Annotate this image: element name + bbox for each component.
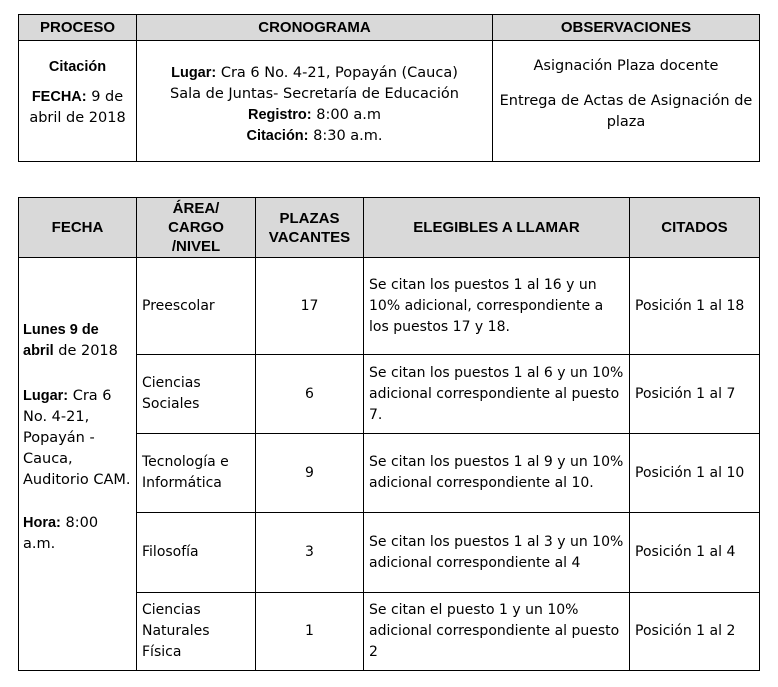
plazas-cell: 1 <box>256 593 364 671</box>
plazas-cell: 9 <box>256 434 364 513</box>
hora-label: Hora: <box>23 515 61 531</box>
area-cell: Preescolar <box>137 258 256 355</box>
citacion-table <box>18 197 760 671</box>
elegibles-cell: Se citan los puestos 1 al 6 y un 10% adicional correspondiente al puesto 7. <box>364 355 630 434</box>
area-cell: Ciencias Sociales <box>137 355 256 434</box>
registro-label: Registro: <box>247 107 312 123</box>
header-plazas-label: PLAZAS VACANTES <box>268 209 351 246</box>
cronograma-cell <box>137 41 493 162</box>
registro-value: 8:00 a.m <box>311 107 382 123</box>
dia-rest: de 2018 <box>53 343 118 359</box>
table-row <box>19 258 760 355</box>
plazas-cell: 3 <box>256 513 364 593</box>
lugar2-label: Lugar: <box>23 388 69 404</box>
area-cell: Ciencias Naturales Física <box>137 593 256 671</box>
observacion-2: Entrega de Actas de Asignación de plaza <box>499 93 753 130</box>
lugar-value: Cra 6 No. 4-21, Popayán (Cauca) <box>216 65 458 81</box>
header-area <box>137 198 256 258</box>
hora-value: 8:00 a.m. <box>23 515 99 552</box>
lugar2-value: Cra 6 No. 4-21, Popayán - Cauca, Auditorio CAM. <box>23 388 131 488</box>
citacion-label: Citación: <box>246 128 309 144</box>
fecha-label: FECHA: <box>31 89 87 105</box>
header-area-label: ÁREA/ CARGO /NIVEL <box>168 200 224 255</box>
observaciones-cell <box>493 41 760 162</box>
plazas-cell: 17 <box>256 258 364 355</box>
dia-label: Lunes 9 de abril <box>23 322 99 359</box>
fecha-cell <box>19 258 137 671</box>
header-proceso: PROCESO <box>19 15 137 41</box>
cronograma-table <box>18 14 760 162</box>
header-cronograma: CRONOGRAMA <box>137 15 493 41</box>
header-citados: CITADOS <box>630 198 760 258</box>
proceso-cell <box>19 41 137 162</box>
header-elegibles: ELEGIBLES A LLAMAR <box>364 198 630 258</box>
area-cell: Tecnología e Informática <box>137 434 256 513</box>
proceso-title: Citación <box>48 59 107 75</box>
citacion-value: 8:30 a.m. <box>308 128 383 144</box>
header-fecha: FECHA <box>19 198 137 258</box>
citados-cell: Posición 1 al 4 <box>630 513 760 593</box>
header-plazas <box>256 198 364 258</box>
area-cell: Filosofía <box>137 513 256 593</box>
citados-cell: Posición 1 al 18 <box>630 258 760 355</box>
fecha-value: 9 de abril de 2018 <box>29 89 126 126</box>
elegibles-cell: Se citan los puestos 1 al 9 y un 10% adicional correspondiente al 10. <box>364 434 630 513</box>
elegibles-cell: Se citan los puestos 1 al 16 y un 10% adicional, correspondiente a los puestos 17 y 18. <box>364 258 630 355</box>
lugar-label: Lugar: <box>171 65 217 81</box>
citados-cell: Posición 1 al 10 <box>630 434 760 513</box>
citados-cell: Posición 1 al 7 <box>630 355 760 434</box>
sala-text: Sala de Juntas- Secretaría de Educación <box>170 86 459 102</box>
observacion-1: Asignación Plaza docente <box>533 58 719 74</box>
header-observaciones: OBSERVACIONES <box>493 15 760 41</box>
elegibles-cell: Se citan el puesto 1 y un 10% adicional correspondiente al puesto 2 <box>364 593 630 671</box>
plazas-cell: 6 <box>256 355 364 434</box>
elegibles-cell: Se citan los puestos 1 al 3 y un 10% adicional correspondiente al 4 <box>364 513 630 593</box>
citados-cell: Posición 1 al 2 <box>630 593 760 671</box>
